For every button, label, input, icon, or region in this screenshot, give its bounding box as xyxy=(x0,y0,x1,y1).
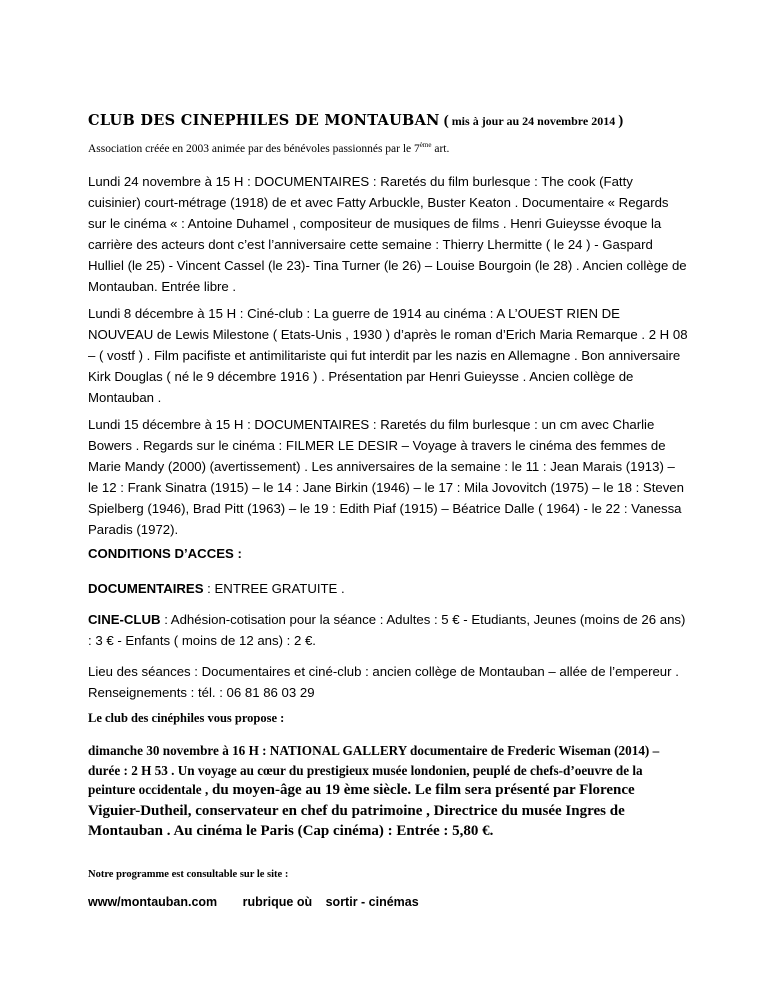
sortir-text: sortir - cinémas xyxy=(325,895,419,909)
session-paragraph-2: Lundi 8 décembre à 15 H : Ciné-club : La guerre de 1914 au cinéma : A L’OUEST RIEN DE NOUVEAU de Lewis Milestone ( Etats-Unis , 1930 ) d’après le roman d’Erich Maria Remarque . 2 H 08 – ( vostf ) . Film pacifiste et antimilitariste qui fut interdit par les nazis en Allemagne . Bon anniversaire Kirk Douglas ( né le 9 décembre 1916 ) . Présentation par Henri Guieysse . Ancien collège de Montauban . xyxy=(88,306,688,405)
cineclub-label: CINE-CLUB xyxy=(88,612,161,627)
documentaires-condition xyxy=(88,578,688,599)
association-line xyxy=(88,141,449,155)
association-sup: ème xyxy=(419,141,432,149)
update-open-paren: ( xyxy=(443,113,449,129)
update-note xyxy=(444,114,624,128)
conditions-title: CONDITIONS D’ACCES : xyxy=(88,546,242,561)
club-propose-title: Le club des cinéphiles vous propose : xyxy=(88,711,285,725)
rubrique-text: rubrique où xyxy=(242,895,313,909)
documentaires-label: DOCUMENTAIRES xyxy=(88,581,204,596)
cineclub-text: : Adhésion-cotisation pour la séance : Adultes : 5 € - Etudiants, Jeunes (moins de 26 ans) : 3 € - Enfants ( moins de 12 ans) : 2 €. xyxy=(88,612,686,648)
documentaires-text: : ENTREE GRATUITE . xyxy=(203,581,345,596)
event-paragraph xyxy=(88,741,688,842)
site-line xyxy=(88,895,419,909)
session-paragraph-3: Lundi 15 décembre à 15 H : DOCUMENTAIRES : Raretés du film burlesque : un cm avec Charlie Bowers . Regards sur le cinéma : FILMER LE DESIR – Voyage à travers le cinéma des femmes de Marie Mandy (2000) (avertissement) . Les anniversaires de la semaine : le 11 : Jean Marais (1913) – le 12 : Frank Sinatra (1915) – le 14 : Jane Birkin (1946) – le 17 : Mila Jovovitch (1975) – le 18 : Steven Spielberg (1946), Brad Pitt (1963) – le 19 : Edith Piaf (1915) – Béatrice Dalle ( 1964) - le 22 : Vanessa Paradis (1972). xyxy=(88,417,684,537)
update-date: mis à jour au 24 novembre 2014 xyxy=(448,114,616,128)
session-paragraph-1: Lundi 24 novembre à 15 H : DOCUMENTAIRES : Raretés du film burlesque : The cook (Fatty cuisinier) court-métrage (1918) de et avec Fatty Arbuckle, Buster Keaton . Documentaire « Regards sur le cinéma « : Antoine Duhamel , compositeur de musiques de films . Henri Guieysse évoque la carrière des acteurs dont c’est l’anniversaire cette semaine : Thierry Lhermitte ( le 24 ) - Gaspard Hulliel (le 25) - Vincent Cassel (le 23)- Tina Turner (le 26) – Louise Bourgoin (le 28) . Ancien collège de Montauban. Entrée libre . xyxy=(88,174,687,294)
event-text-3: Viguier-Dutheil, conservateur en chef du patrimoine , Directrice du musée Ingres de Montauban . Au cinéma le Paris (Cap cinéma) : Entrée : 5,80 €. xyxy=(88,802,625,839)
event-text-2: du moyen-âge au 19 ème siècle. Le film sera présenté par Florence xyxy=(208,782,635,798)
association-text: Association créée en 2003 animée par des bénévoles passionnés par le 7 xyxy=(88,142,420,155)
site-link[interactable]: www/montauban.com xyxy=(88,895,218,909)
document-header xyxy=(88,112,728,130)
lieu-paragraph: Lieu des séances : Documentaires et ciné-club : ancien collège de Montauban – allée de l’empereur . Renseignements : tél. : 06 81 86 03 29 xyxy=(88,664,679,700)
update-close-paren: ) xyxy=(618,113,624,129)
club-title: CLUB DES CINEPHILES DE MONTAUBAN xyxy=(88,112,440,129)
program-note: Notre programme est consultable sur le site : xyxy=(88,869,289,880)
event-text-1: dimanche 30 novembre à 16 H : NATIONAL GALLERY documentaire de Frederic Wiseman (2014) – durée : 2 H 53 . Un voyage au cœur du prestigieux musée londonien, peuplé de chefs-d’oeuvre de la peinture occidentale , xyxy=(88,743,660,797)
association-suffix: art. xyxy=(431,142,450,155)
cineclub-condition xyxy=(88,609,688,651)
